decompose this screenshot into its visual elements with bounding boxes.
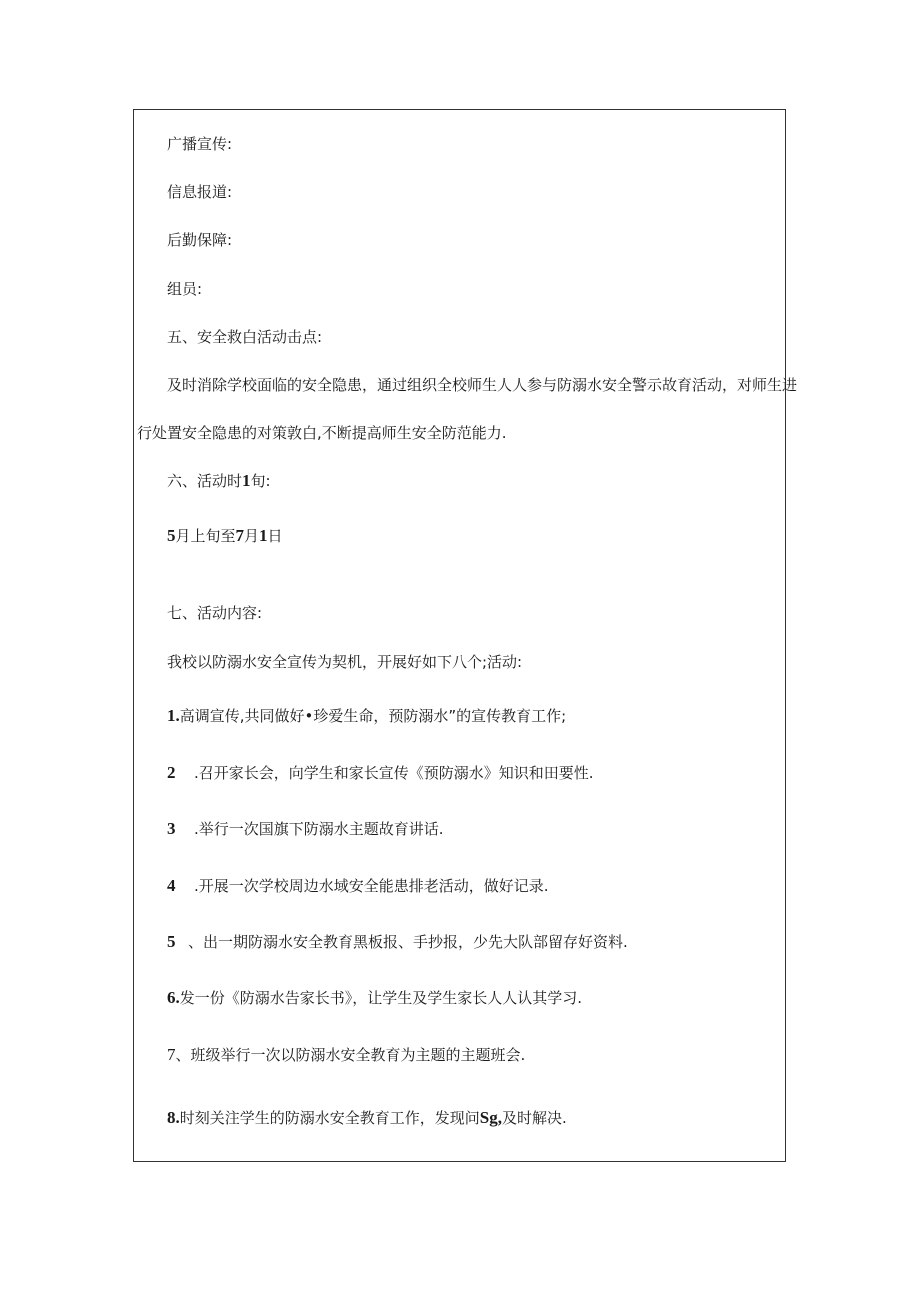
broadcast-label: 广播宣传: (167, 135, 233, 153)
activity-date (167, 526, 283, 546)
list-item-text: 、出一期防溺水安全教育黑板报、手抄报，少先大队部留存好资料. (188, 933, 628, 951)
list-item-1 (167, 706, 566, 726)
list-item-number: 5 (167, 932, 176, 951)
list-item-6 (167, 988, 582, 1008)
news-label: 信息报道: (167, 183, 233, 201)
list-item-text-end: 及时解决. (501, 1109, 567, 1127)
section6-heading (167, 471, 271, 491)
list-item-text: 时刻关注学生的防溺水安全教育工作，发现问 (179, 1109, 480, 1127)
list-item-4 (167, 876, 549, 896)
section6-heading-pre: 六、活动时 (167, 472, 243, 490)
section6-heading-post: 旬: (250, 472, 271, 490)
list-item-text: 发一份《防溺水告家长书》，让学生及学生家长人人认其学习. (179, 989, 583, 1007)
list-item-text: .开展一次学校周边水域安全能患排老活动，做好记录. (194, 877, 549, 895)
members-label: 组员: (167, 280, 203, 298)
list-item-text: 高调宣传,共同做好•珍爱生命，预防溺水”的宣传教育工作; (179, 707, 567, 725)
date-month-end: 7 (235, 526, 245, 545)
list-item-number: 2 (167, 763, 176, 782)
list-item-text: .举行一次国旗下防溺水主题故育讲话. (194, 820, 444, 838)
list-item-number: 1. (167, 706, 180, 725)
section5-para-line2: 行处置安全隐患的对策敦白,不断提高师生安全防范能力. (137, 424, 507, 442)
date-text-2: 月 (244, 527, 260, 545)
list-item-8 (167, 1108, 567, 1128)
date-text-3: 日 (267, 527, 283, 545)
list-item-5 (167, 932, 628, 952)
section6-heading-num: 1 (242, 471, 251, 490)
date-day-end: 1 (259, 526, 268, 545)
list-item-number: 8. (167, 1108, 180, 1127)
list-item-2 (167, 763, 594, 783)
section5-heading: 五、安全救白活动击点: (167, 328, 323, 346)
section7-intro: 我校以防溺水安全宣传为契机，开展好如下八个;活动: (167, 653, 523, 671)
list-item-number: 3 (167, 819, 176, 838)
list-item-number: 6. (167, 988, 180, 1007)
list-item-inline-code: Sg, (479, 1108, 502, 1127)
logistics-label: 后勤保障: (167, 231, 233, 249)
list-item-text: .召开家长会，向学生和家长宣传《预防溺水》知识和田要性. (194, 764, 594, 782)
date-text-1: 月上旬至 (175, 527, 236, 545)
list-item-7 (167, 1045, 525, 1065)
date-month-start: 5 (167, 526, 176, 545)
list-item-text: 、班级举行一次以防溺水安全教育为主题的主题班会. (175, 1046, 526, 1064)
list-item-3 (167, 819, 444, 839)
list-item-number: 7 (167, 1045, 176, 1064)
section7-heading: 七、活动内容: (167, 604, 263, 622)
list-item-number: 4 (167, 876, 176, 895)
section5-para-line1: 及时消除学校面临的安全隐患，通过组织全校师生人人参与防溺水安全警示故育活动，对师生进 (167, 376, 798, 394)
